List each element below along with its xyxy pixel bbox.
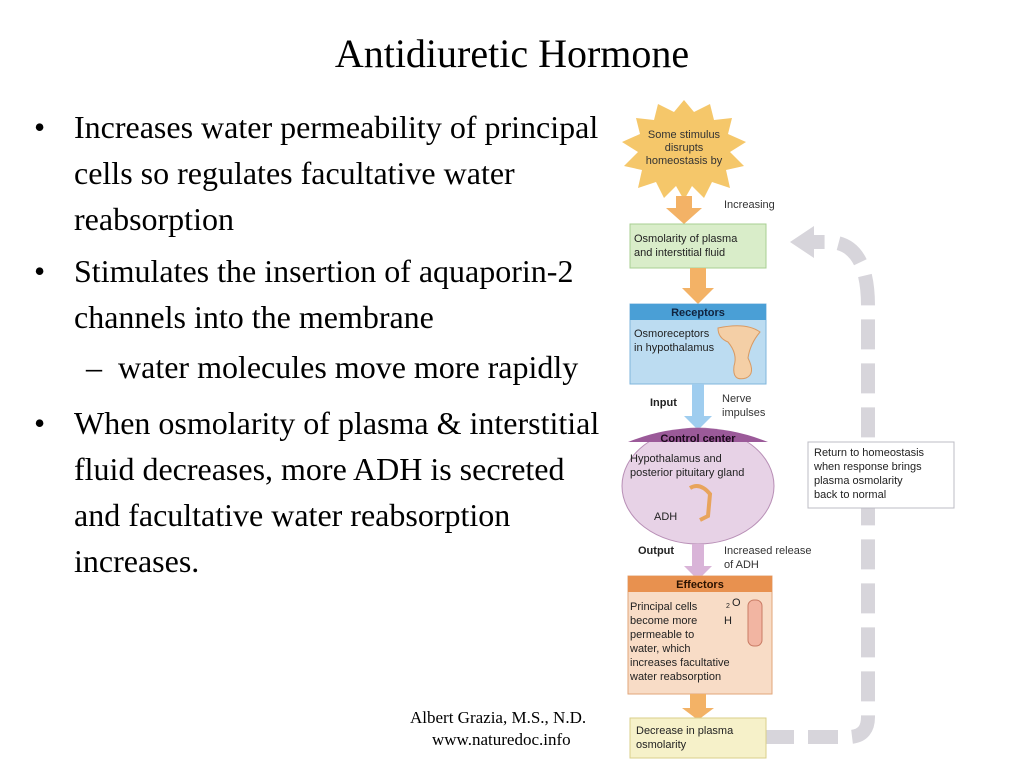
release-line-2: of ADH [724, 559, 759, 571]
bullet-text: Increases water permeability of principal cells so regulates facultative water reabsorption [74, 109, 599, 237]
input-label: Input [650, 397, 677, 409]
effectors-line-6: water reabsorption [630, 671, 722, 683]
effectors-box [628, 576, 772, 694]
release-line-1: Increased release [724, 545, 812, 557]
receptors-box [630, 304, 766, 384]
tubule-icon [748, 600, 762, 646]
bullet-marker: • [34, 253, 46, 289]
return-line-2: when response brings [814, 461, 922, 473]
control-center-oval [622, 428, 774, 544]
down-arrow [682, 268, 714, 304]
effectors-line-5: increases facultative [630, 657, 730, 669]
bullet-marker: • [34, 405, 46, 441]
bullet-item [28, 104, 603, 242]
controlled-line-1: Osmolarity of plasma [634, 233, 738, 245]
nerve-line-2: impulses [722, 407, 766, 419]
bullet-item [28, 248, 603, 340]
return-line-4: back to normal [814, 489, 887, 501]
footer-url: www.naturedoc.info [432, 730, 571, 749]
bullet-marker: • [34, 109, 46, 145]
bullet-text: When osmolarity of plasma & interstitial fluid decreases, more ADH is secreted and facultative water reabsorption increases. [74, 405, 600, 579]
stimulus-burst [622, 100, 746, 200]
stimulus-line-2: disrupts [664, 142, 704, 154]
footer-credit [410, 707, 610, 751]
down-arrow [682, 694, 714, 720]
h2o-two: 2 [726, 603, 730, 610]
receptors-line-2: in hypothalamus [634, 342, 715, 354]
effectors-line-2: become more [630, 615, 698, 627]
controlled-line-2: and interstitial fluid [634, 247, 726, 259]
effectors-header: Effectors [676, 579, 724, 591]
controlled-condition-box [630, 224, 766, 268]
effectors-line-3: permeable to [630, 629, 695, 641]
stimulus-line-1: Some stimulus [647, 129, 721, 141]
footer-author: Albert Grazia, M.S., N.D. [410, 708, 587, 727]
bullet-list [28, 104, 603, 584]
h2o-h: H [724, 615, 732, 627]
h2o-o: O [732, 597, 741, 609]
bullet-item [28, 400, 603, 584]
sub-bullet-text: water molecules move more rapidly [118, 349, 579, 385]
output-arrow [684, 544, 712, 580]
return-line-3: plasma osmolarity [814, 475, 903, 487]
sub-bullet-marker: – [86, 349, 102, 385]
control-header: Control center [660, 433, 736, 445]
output-label: Output [638, 545, 675, 557]
nerve-line-1: Nerve [722, 393, 752, 405]
increasing-label: Increasing [724, 199, 775, 211]
down-arrow [666, 196, 702, 224]
control-line-1: Hypothalamus and [630, 453, 722, 465]
slide-title: Antidiuretic Hormone [334, 31, 690, 76]
input-arrow [684, 384, 712, 430]
adh-label: ADH [654, 511, 678, 523]
decrease-line-2: osmolarity [636, 739, 687, 751]
receptors-line-1: Osmoreceptors [634, 328, 710, 340]
decrease-box [630, 718, 766, 758]
control-line-2: posterior pituitary gland [630, 467, 745, 479]
bullet-text: Stimulates the insertion of aquaporin-2 channels into the membrane [74, 253, 574, 335]
stimulus-line-3: homeostasis by [645, 155, 723, 167]
receptors-header: Receptors [671, 307, 725, 319]
feedback-loop-diagram [600, 96, 1000, 773]
decrease-line-1: Decrease in plasma [636, 725, 734, 737]
sub-bullet-item [74, 344, 603, 390]
effectors-line-1: Principal cells [630, 601, 698, 613]
effectors-line-4: water, which [630, 643, 691, 655]
return-line-1: Return to homeostasis [814, 447, 925, 459]
